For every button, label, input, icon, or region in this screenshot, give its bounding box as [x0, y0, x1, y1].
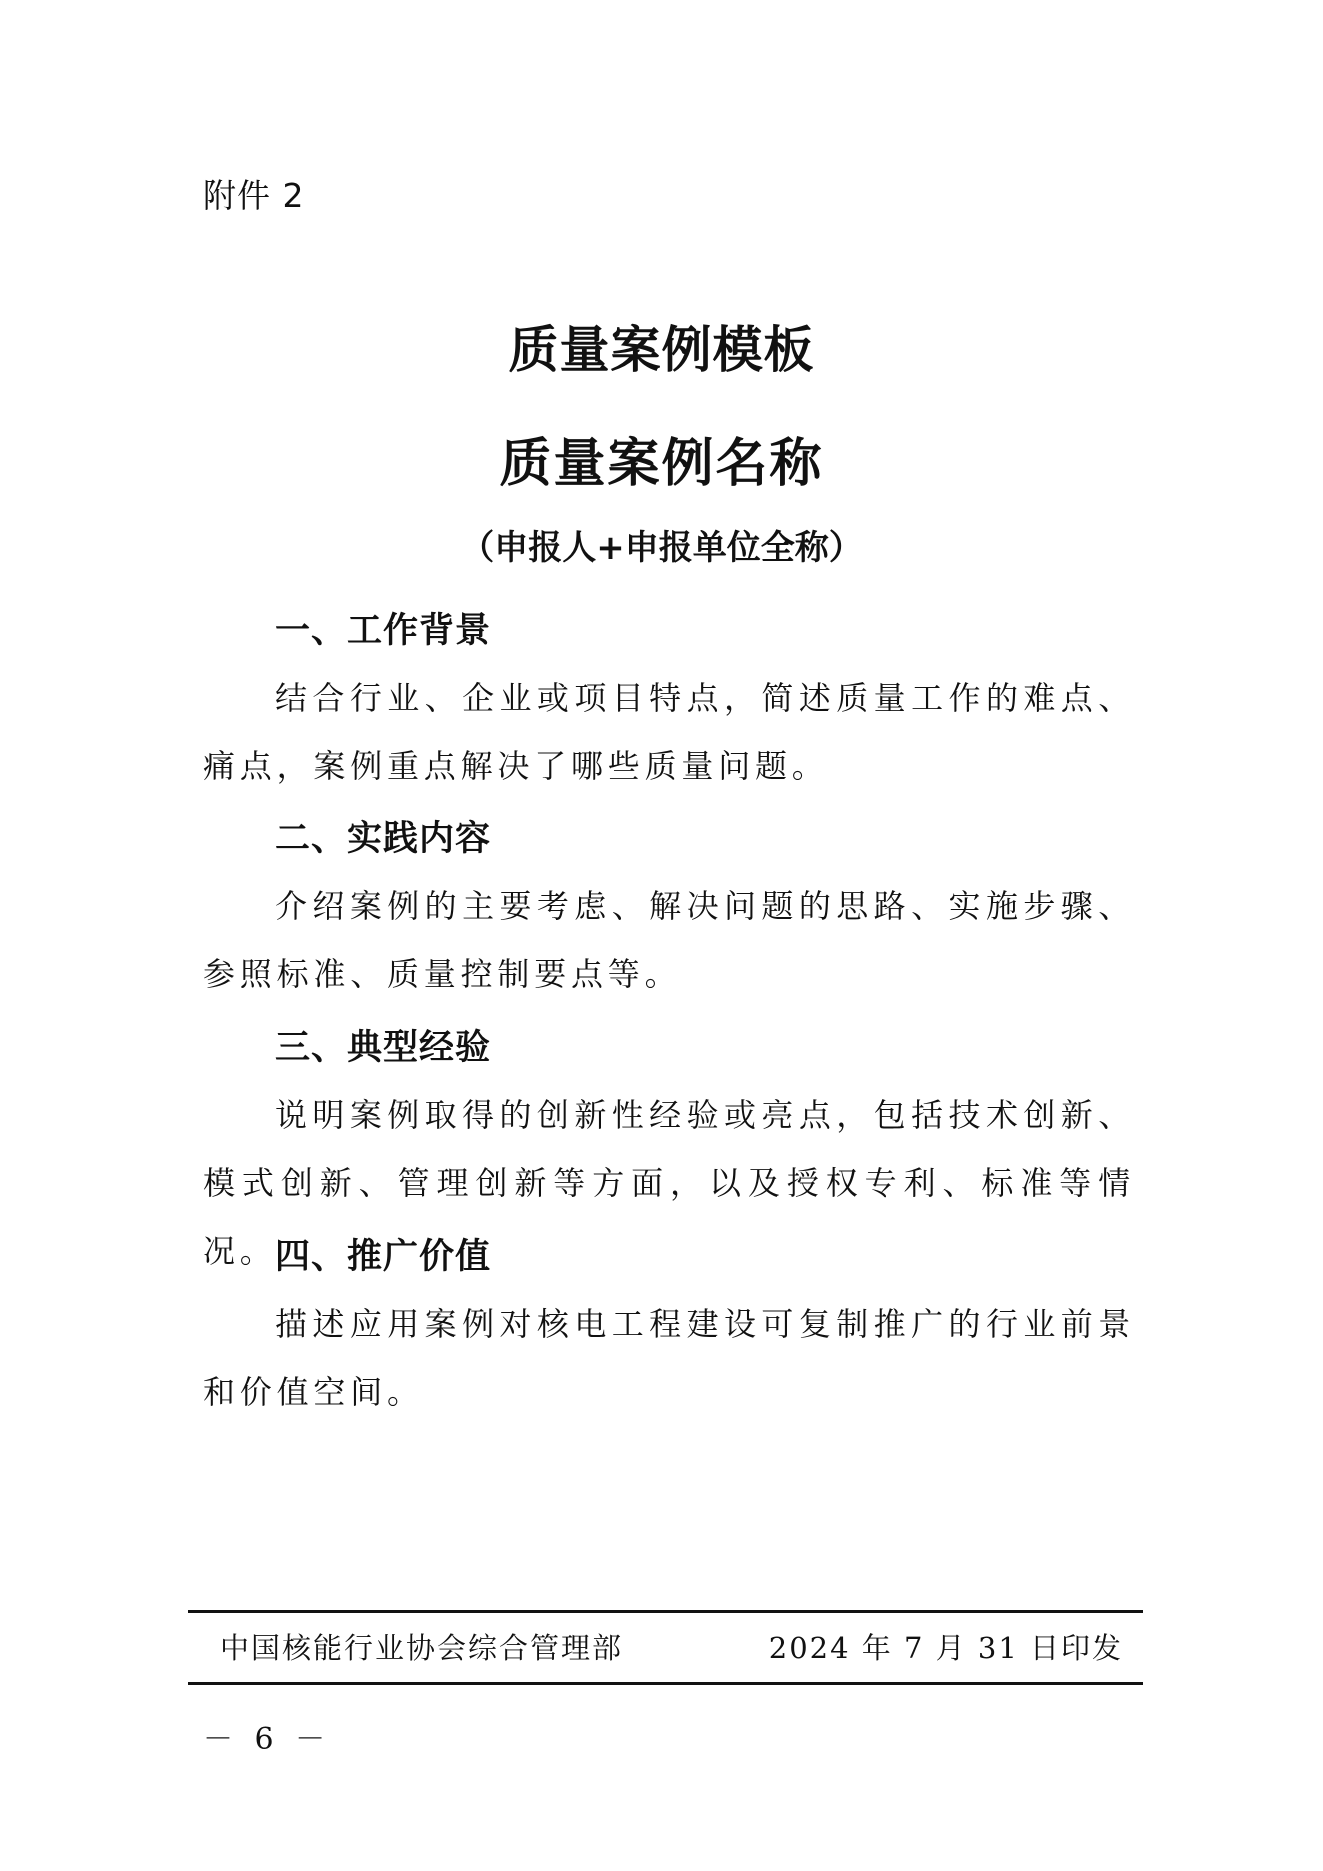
section-body-practice: 介绍案例的主要考虑、解决问题的思路、实施步骤、参照标准、质量控制要点等。 [203, 887, 1135, 993]
footer-issue-date: 2024 年 7 月 31 日印发 [768, 1631, 1123, 1665]
section-heading-promotion: 四、推广价值 [275, 1237, 492, 1277]
attachment-label: 附件 2 [203, 176, 305, 215]
section-body-background: 结合行业、企业或项目特点，简述质量工作的难点、痛点，案例重点解决了哪些质量问题。 [203, 679, 1135, 785]
page-number: － 6 － [203, 1722, 332, 1757]
section-body-experience: 说明案例取得的创新性经验或亮点，包括技术创新、模式创新、管理创新等方面，以及授权专利、标准等情况。 [203, 1096, 1135, 1270]
case-name-title: 质量案例名称 [499, 434, 824, 494]
footer-bottom-rule [188, 1682, 1143, 1685]
section-heading-experience: 三、典型经验 [275, 1028, 492, 1068]
section-body-promotion: 描述应用案例对核电工程建设可复制推广的行业前景和价值空间。 [203, 1305, 1135, 1411]
template-title: 质量案例模板 [508, 321, 815, 379]
section-heading-background: 一、工作背景 [275, 611, 492, 651]
footer-issuer: 中国核能行业协会综合管理部 [220, 1631, 624, 1665]
applicant-line: （申报人+申报单位全称） [460, 528, 863, 568]
footer-top-rule [188, 1610, 1143, 1613]
section-heading-practice: 二、实践内容 [275, 819, 492, 859]
